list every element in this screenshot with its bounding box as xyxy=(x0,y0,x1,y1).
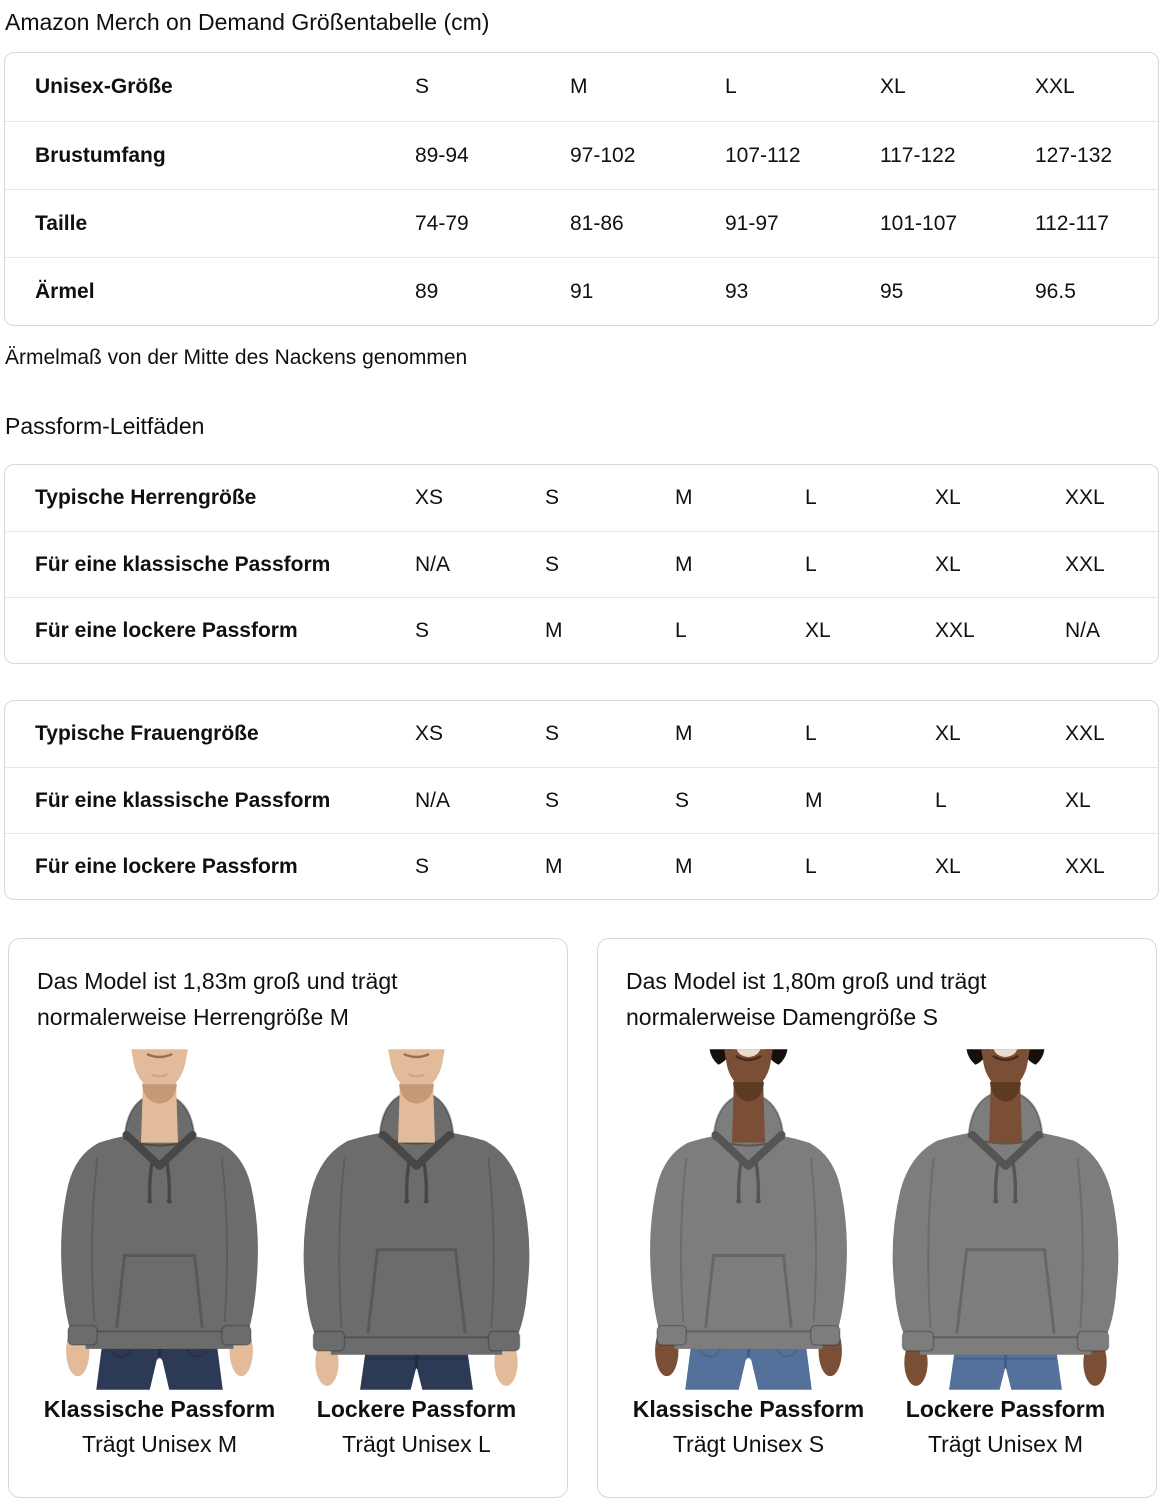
size-value: S xyxy=(415,75,430,98)
size-value: L xyxy=(805,486,817,509)
size-value: 81-86 xyxy=(570,211,624,235)
size-value: M xyxy=(805,788,823,812)
table-row xyxy=(5,701,1158,767)
size-value: S xyxy=(545,722,560,745)
row-label: Typische Herrengröße xyxy=(35,486,257,509)
wears-size-label: Trägt Unisex M xyxy=(81,1431,238,1457)
size-value: XXL xyxy=(1035,75,1075,98)
model-description: Das Model ist 1,83m groß und trägt normalerweise Herrengröße M xyxy=(37,968,398,1030)
fit-label: Klassische Passform xyxy=(43,1396,276,1422)
row-label: Taille xyxy=(35,211,88,235)
wears-size-label: Trägt Unisex S xyxy=(672,1431,825,1457)
size-value: N/A xyxy=(415,552,451,576)
fit-table-men xyxy=(4,464,1159,664)
size-value: XS xyxy=(415,486,444,509)
size-value: 91 xyxy=(570,279,594,303)
size-value: XXL xyxy=(1065,486,1105,509)
size-value: S xyxy=(415,854,430,878)
size-value: L xyxy=(935,788,947,812)
photo-row xyxy=(29,1049,547,1459)
photo-caption xyxy=(317,1394,516,1459)
photo-loose-fit xyxy=(290,1049,543,1459)
row-label: Für eine klassische Passform xyxy=(35,552,331,576)
row-label: Brustumfang xyxy=(35,143,166,167)
row-label: Ärmel xyxy=(35,279,95,303)
size-value: XXL xyxy=(1065,722,1105,745)
size-value: XL xyxy=(935,854,961,878)
size-value: XL xyxy=(935,552,961,576)
row-label: Für eine klassische Passform xyxy=(35,788,331,812)
row-label: Für eine lockere Passform xyxy=(35,854,298,878)
table-row xyxy=(5,833,1158,899)
photo-row xyxy=(618,1049,1136,1459)
row-label: Für eine lockere Passform xyxy=(35,618,298,642)
size-value: 96.5 xyxy=(1035,279,1076,303)
size-value: M xyxy=(675,854,693,878)
wears-size-label: Trägt Unisex M xyxy=(927,1431,1084,1457)
page-title: Amazon Merch on Demand Größentabelle (cm) xyxy=(5,9,490,35)
hoodie-model-photo xyxy=(290,1049,543,1390)
size-value: XL xyxy=(1065,788,1091,812)
model-description: Das Model ist 1,80m groß und trägt normalerweise Damengröße S xyxy=(626,968,987,1030)
size-value: M xyxy=(545,854,563,878)
table-row xyxy=(5,53,1158,121)
photo-loose-fit xyxy=(879,1049,1132,1459)
size-value: M xyxy=(570,75,588,98)
wears-size-label: Trägt Unisex L xyxy=(342,1431,491,1457)
size-value: 74-79 xyxy=(415,211,469,235)
size-value: 89 xyxy=(415,279,439,303)
size-value: XL xyxy=(935,486,961,509)
fit-table-women xyxy=(4,700,1159,900)
hoodie-model-photo xyxy=(33,1049,286,1390)
hoodie-model-photo xyxy=(622,1049,875,1390)
size-value: 112-117 xyxy=(1035,211,1109,235)
table-row xyxy=(5,767,1158,833)
photo-caption xyxy=(44,1394,275,1459)
size-value: L xyxy=(675,618,687,642)
size-value: 107-112 xyxy=(725,143,801,167)
size-value: XS xyxy=(415,722,444,745)
size-value: S xyxy=(545,788,560,812)
size-value: M xyxy=(675,722,693,745)
size-value: 93 xyxy=(725,279,749,303)
fit-label: Lockere Passform xyxy=(905,1396,1106,1422)
size-value: N/A xyxy=(415,788,451,812)
size-value: XXL xyxy=(1065,854,1105,878)
model-card-women xyxy=(597,938,1157,1498)
size-table xyxy=(4,52,1159,326)
size-value: 91-97 xyxy=(725,211,779,235)
hoodie-model-photo xyxy=(879,1049,1132,1390)
table-row xyxy=(5,531,1158,597)
size-value: 127-132 xyxy=(1035,143,1113,167)
table-row xyxy=(5,257,1158,325)
size-value: S xyxy=(675,788,690,812)
size-value: M xyxy=(675,486,693,509)
size-value: S xyxy=(545,552,560,576)
sleeve-measure-note: Ärmelmaß von der Mitte des Nackens genommen xyxy=(5,346,468,369)
size-value: XL xyxy=(935,722,961,745)
size-value: 95 xyxy=(880,279,904,303)
size-value: 101-107 xyxy=(880,211,958,235)
size-value: L xyxy=(805,722,817,745)
table-row xyxy=(5,121,1158,189)
row-label: Typische Frauengröße xyxy=(35,722,259,745)
size-value: L xyxy=(805,854,817,878)
table-row xyxy=(5,189,1158,257)
size-value: L xyxy=(725,75,737,98)
photo-classic-fit xyxy=(622,1049,875,1459)
fit-label: Lockere Passform xyxy=(316,1396,517,1422)
size-value: XXL xyxy=(1065,552,1105,576)
size-value: M xyxy=(675,552,693,576)
size-value: XL xyxy=(880,75,906,98)
fit-label: Klassische Passform xyxy=(632,1396,865,1422)
size-value: M xyxy=(545,618,563,642)
section-heading: Passform-Leitfäden xyxy=(5,413,205,439)
size-value: S xyxy=(415,618,430,642)
size-value: 117-122 xyxy=(880,143,956,167)
size-value: N/A xyxy=(1065,618,1101,642)
table-row xyxy=(5,465,1158,531)
size-value: 89-94 xyxy=(415,143,469,167)
table-row xyxy=(5,597,1158,663)
size-value: L xyxy=(805,552,817,576)
size-value: 97-102 xyxy=(570,143,636,167)
model-card-men xyxy=(8,938,568,1498)
model-cards xyxy=(8,938,1157,1498)
size-value: XL xyxy=(805,618,831,642)
size-value: XXL xyxy=(935,618,975,642)
photo-classic-fit xyxy=(33,1049,286,1459)
photo-caption xyxy=(633,1394,864,1459)
photo-caption xyxy=(906,1394,1105,1459)
row-label: Unisex-Größe xyxy=(35,75,173,98)
size-value: S xyxy=(545,486,560,509)
